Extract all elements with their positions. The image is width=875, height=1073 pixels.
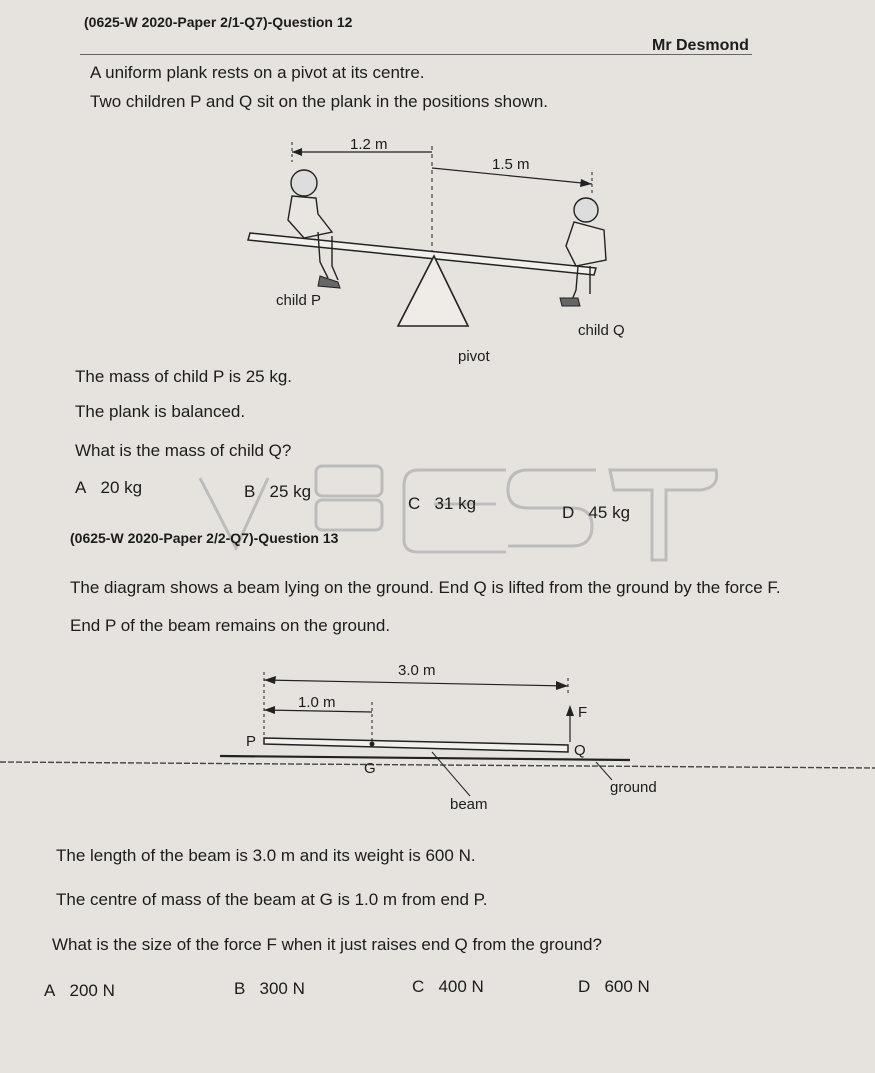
q13-option-b-letter: B [234,979,246,998]
q12-option-b-letter: B [244,482,256,501]
force-f-label: F [578,704,588,721]
q13-line1: The diagram shows a beam lying on the ground. End Q is lifted from the ground by the force F. [70,578,781,597]
q13-option-a-letter: A [44,981,56,1000]
q13-option-d[interactable] [578,977,650,997]
q13-line2: End P of the beam remains on the ground. [70,616,391,635]
dist-p-label: 1.2 m [350,136,388,153]
pivot-label: pivot [458,348,490,365]
q13-option-d-letter: D [578,977,591,996]
beam-label: beam [450,796,488,813]
child-p-label: child P [276,292,322,309]
g-dist-label: 1.0 m [298,694,336,711]
q12-option-d-letter: D [562,503,575,522]
q13-question: What is the size of the force F when it just raises end Q from the ground? [52,935,602,954]
total-length-label: 3.0 m [398,662,436,679]
end-p-label: P [246,733,257,750]
q12-header: (0625-W 2020-Paper 2/1-Q7)-Question 12 [84,14,353,30]
q12-option-c-value: 31 kg [434,494,477,513]
q13-option-b[interactable] [234,979,305,999]
q13-option-c[interactable] [412,977,484,997]
q12-option-a-letter: A [75,478,87,497]
teacher-name: Mr Desmond [652,37,749,54]
q12-option-c-letter: C [408,494,421,513]
q12-mass-text: The mass of child P is 25 kg. [75,367,293,386]
q12-question: What is the mass of child Q? [75,441,292,460]
ground-label: ground [610,779,657,796]
q13-option-a[interactable] [44,981,115,1001]
end-q-label: Q [574,742,586,759]
q13-option-c-value: 400 N [438,977,484,996]
q13-centre-text: The centre of mass of the beam at G is 1.0 m from end P. [56,890,488,909]
g-label: G [364,760,376,777]
q12-line1: A uniform plank rests on a pivot at its centre. [90,63,425,82]
q12-balanced-text: The plank is balanced. [75,402,246,421]
q13-option-c-letter: C [412,977,425,996]
q13-header: (0625-W 2020-Paper 2/2-Q7)-Question 13 [70,530,339,546]
q13-length-text: The length of the beam is 3.0 m and its weight is 600 N. [56,846,476,865]
q12-line2: Two children P and Q sit on the plank in the positions shown. [90,92,549,111]
q12-option-b-value: 25 kg [269,482,312,501]
q13-option-d-value: 600 N [604,977,650,996]
q12-option-d-value: 45 kg [588,503,631,522]
child-q-label: child Q [578,322,625,339]
q12-option-a-value: 20 kg [100,478,143,497]
dist-q-label: 1.5 m [492,156,530,173]
q13-option-a-value: 200 N [69,981,115,1000]
q13-option-b-value: 300 N [259,979,305,998]
